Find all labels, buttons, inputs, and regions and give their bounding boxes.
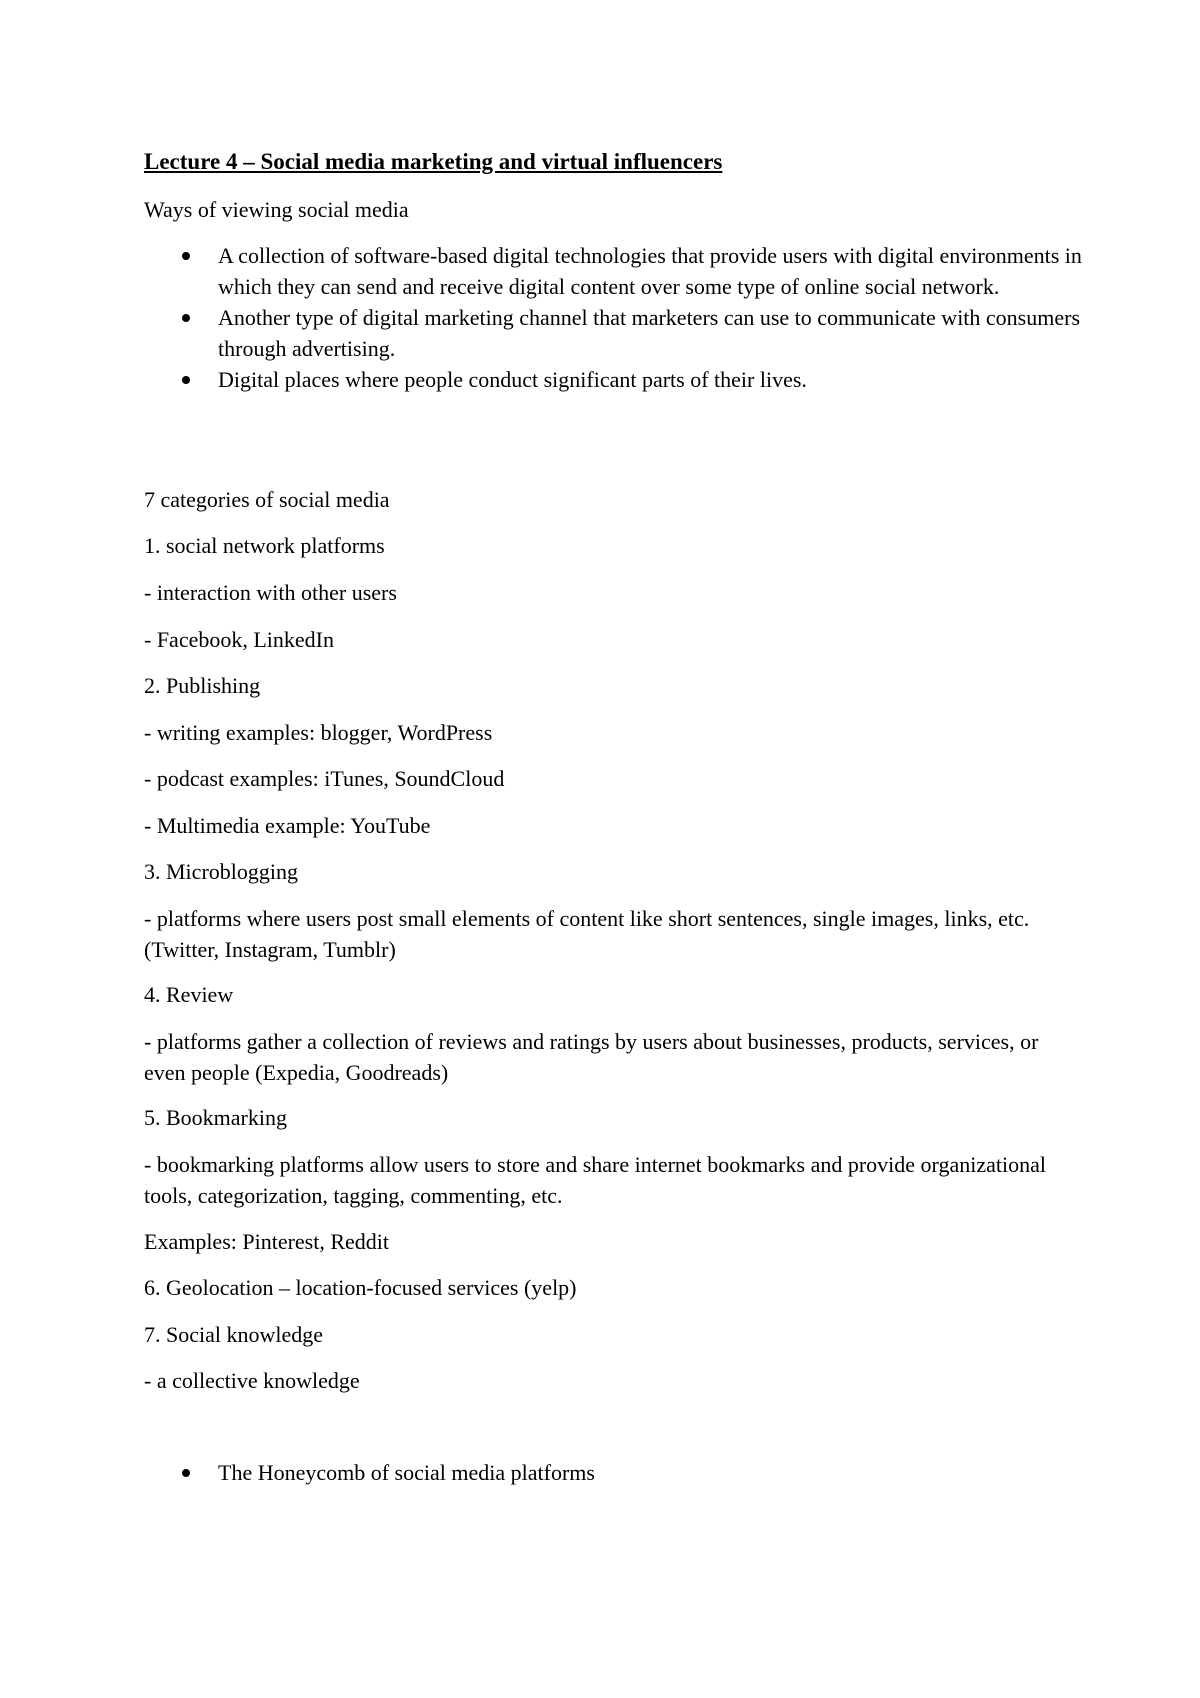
intro-bullet-list: [144, 240, 1084, 395]
category-line: - Facebook, LinkedIn: [144, 627, 334, 652]
intro-bullet-text: Another type of digital marketing channel that marketers can use to communicate with consumers through advertising.: [218, 305, 1081, 361]
intro-bullet-item: [144, 240, 1084, 302]
category-line: 2. Publishing: [144, 673, 261, 698]
bullet-icon: [182, 1469, 190, 1477]
intro-bullet-item: [144, 364, 1084, 395]
category-line: - writing examples: blogger, WordPress: [144, 720, 493, 745]
intro-heading: Ways of viewing social media: [144, 197, 409, 222]
category-line: 6. Geolocation – location-focused services (yelp): [144, 1275, 577, 1300]
document-title: Lecture 4 – Social media marketing and virtual influencers: [144, 149, 723, 174]
category-line: 7. Social knowledge: [144, 1322, 324, 1347]
category-paragraph: - bookmarking platforms allow users to store and share internet bookmarks and provide organizational tools, categorization, tagging, commenting, etc.: [144, 1152, 1046, 1208]
intro-bullet-text: A collection of software-based digital technologies that provide users with digital environments in which they can send and receive digital content over some type of online social network.: [218, 243, 1082, 299]
category-line: 3. Microblogging: [144, 859, 298, 884]
category-paragraph: - platforms gather a collection of reviews and ratings by users about businesses, products, services, or even people (Expedia, Goodreads): [144, 1029, 1039, 1085]
final-bullet-item: [144, 1457, 1084, 1488]
category-line: 4. Review: [144, 982, 234, 1007]
category-paragraph: - platforms where users post small elements of content like short sentences, single images, links, etc. (Twitter, Instagram, Tumblr): [144, 906, 1030, 962]
category-line: - interaction with other users: [144, 580, 397, 605]
final-bullet-list: [144, 1457, 1084, 1488]
bullet-icon: [182, 314, 190, 322]
categories-heading: 7 categories of social media: [144, 487, 390, 512]
category-line: 5. Bookmarking: [144, 1105, 287, 1130]
category-line: - podcast examples: iTunes, SoundCloud: [144, 766, 505, 791]
bullet-icon: [182, 252, 190, 260]
category-line: - a collective knowledge: [144, 1368, 360, 1393]
final-bullet-text: The Honeycomb of social media platforms: [218, 1460, 595, 1485]
category-line: 1. social network platforms: [144, 533, 385, 558]
bullet-icon: [182, 376, 190, 384]
category-line: - Multimedia example: YouTube: [144, 813, 431, 838]
intro-bullet-text: Digital places where people conduct significant parts of their lives.: [218, 367, 807, 392]
category-line: Examples: Pinterest, Reddit: [144, 1229, 390, 1254]
intro-bullet-item: [144, 302, 1084, 364]
